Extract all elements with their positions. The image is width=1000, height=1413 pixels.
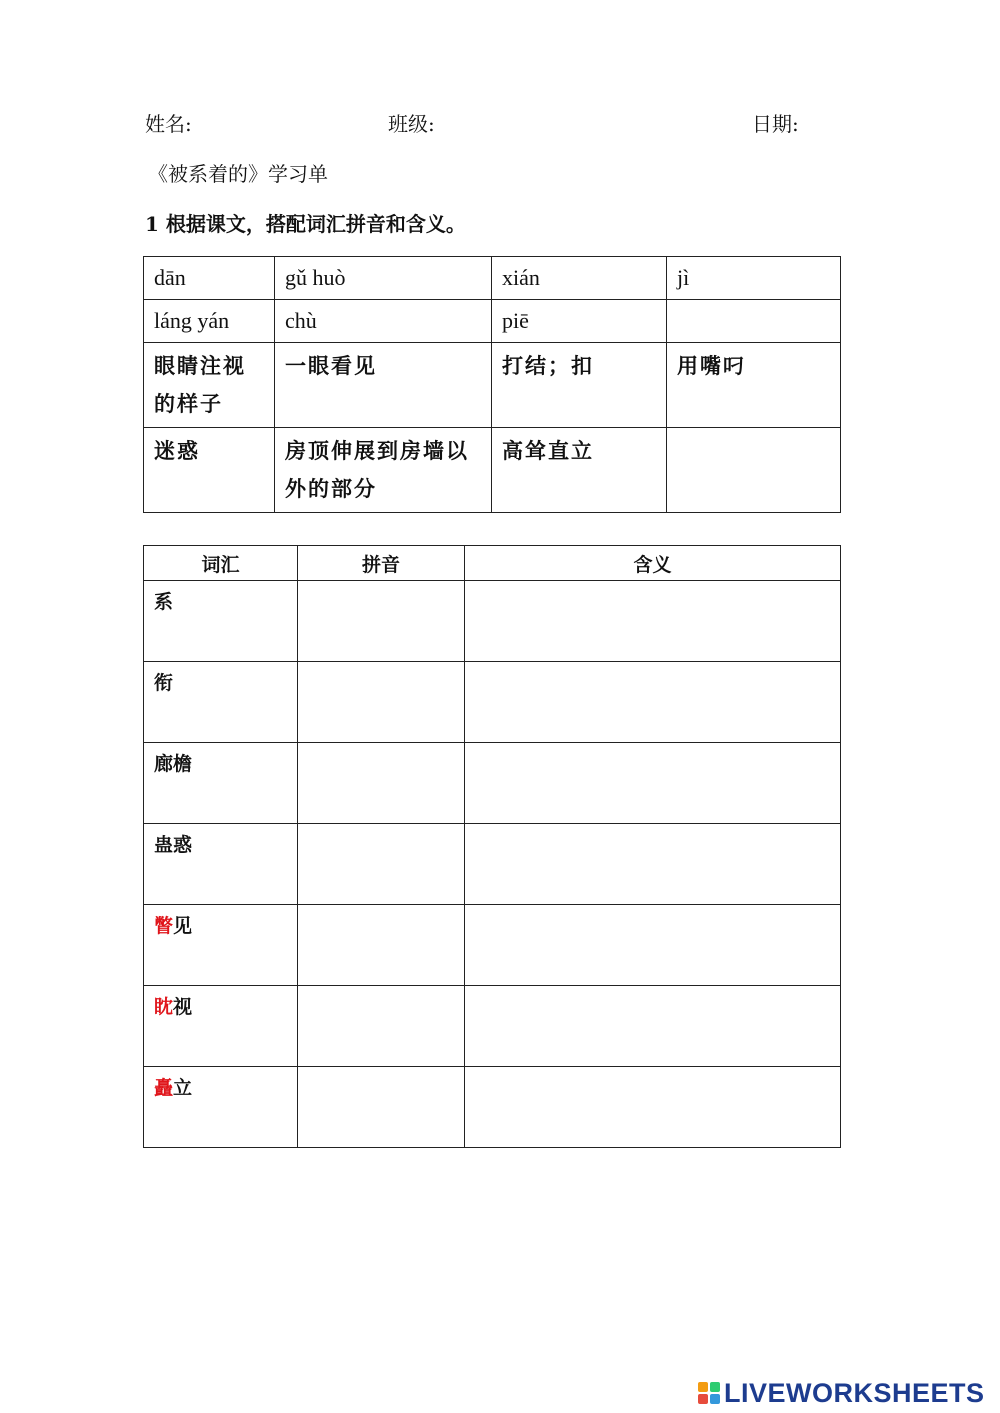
meaning-cell[interactable]: 打结；扣 — [492, 343, 667, 428]
table-row — [144, 824, 841, 905]
meaning-cell[interactable]: 房顶伸展到房墙以外的部分 — [275, 428, 492, 513]
pinyin-cell[interactable]: dān — [144, 257, 275, 300]
meaning-answer-cell[interactable] — [465, 743, 841, 824]
table-row — [144, 428, 841, 513]
word-text: 衔 — [154, 672, 174, 694]
word-cell — [144, 662, 298, 743]
pinyin-cell[interactable]: chù — [275, 300, 492, 343]
word-text: 见 — [173, 915, 193, 937]
table-header-row — [144, 546, 841, 581]
pinyin-answer-cell[interactable] — [298, 986, 465, 1067]
table-row — [144, 1067, 841, 1148]
word-cell — [144, 824, 298, 905]
logo-square — [710, 1382, 720, 1392]
meaning-cell[interactable]: 用嘴叼 — [667, 343, 841, 428]
logo-square — [710, 1394, 720, 1404]
table-row — [144, 662, 841, 743]
meaning-cell[interactable]: 眼睛注视的样子 — [144, 343, 275, 428]
word-text: 蛊惑 — [154, 834, 193, 856]
question-instruction: 1 根据课文，搭配词汇拼音和含义。 — [145, 212, 466, 236]
pinyin-answer-cell[interactable] — [298, 581, 465, 662]
meaning-answer-cell[interactable] — [465, 905, 841, 986]
pinyin-cell[interactable]: gǔ huò — [275, 257, 492, 300]
highlighted-char: 矗 — [154, 1077, 174, 1099]
word-text: 视 — [173, 996, 193, 1018]
column-header-meaning: 含义 — [465, 546, 841, 581]
table-row — [144, 743, 841, 824]
table-row — [144, 257, 841, 300]
logo-square — [698, 1382, 708, 1392]
meaning-answer-cell[interactable] — [465, 1067, 841, 1148]
word-cell — [144, 1067, 298, 1148]
logo-mark-icon — [698, 1382, 720, 1404]
class-label: 班级: — [388, 112, 435, 136]
empty-cell — [667, 300, 841, 343]
pinyin-cell[interactable]: piē — [492, 300, 667, 343]
highlighted-char: 眈 — [154, 996, 174, 1018]
meaning-cell[interactable]: 迷惑 — [144, 428, 275, 513]
word-cell — [144, 581, 298, 662]
name-label: 姓名: — [145, 112, 192, 136]
meaning-answer-cell[interactable] — [465, 986, 841, 1067]
table-row — [144, 581, 841, 662]
vocabulary-table — [143, 545, 841, 1148]
meaning-cell[interactable]: 高耸直立 — [492, 428, 667, 513]
table-row — [144, 343, 841, 428]
logo-text: LIVEWORKSHEETS — [724, 1377, 985, 1408]
pinyin-answer-cell[interactable] — [298, 662, 465, 743]
matching-table — [143, 256, 841, 513]
pinyin-answer-cell[interactable] — [298, 743, 465, 824]
pinyin-cell[interactable]: jì — [667, 257, 841, 300]
empty-cell — [667, 428, 841, 513]
meaning-cell[interactable]: 一眼看见 — [275, 343, 492, 428]
meaning-answer-cell[interactable] — [465, 662, 841, 743]
word-cell — [144, 743, 298, 824]
word-text: 立 — [173, 1077, 193, 1099]
word-text: 系 — [154, 591, 174, 613]
pinyin-cell[interactable]: láng yán — [144, 300, 275, 343]
table-row — [144, 300, 841, 343]
table-row — [144, 905, 841, 986]
pinyin-answer-cell[interactable] — [298, 1067, 465, 1148]
pinyin-answer-cell[interactable] — [298, 824, 465, 905]
worksheet-title: 《被系着的》学习单 — [148, 162, 328, 186]
highlighted-char: 瞥 — [154, 915, 174, 937]
pinyin-answer-cell[interactable] — [298, 905, 465, 986]
column-header-word: 词汇 — [144, 546, 298, 581]
column-header-pinyin: 拼音 — [298, 546, 465, 581]
word-cell — [144, 905, 298, 986]
word-text: 廊檐 — [154, 753, 193, 775]
liveworksheets-logo — [698, 1378, 985, 1408]
meaning-answer-cell[interactable] — [465, 824, 841, 905]
pinyin-cell[interactable]: xián — [492, 257, 667, 300]
meaning-answer-cell[interactable] — [465, 581, 841, 662]
word-cell — [144, 986, 298, 1067]
logo-square — [698, 1394, 708, 1404]
table-row — [144, 986, 841, 1067]
date-label: 日期: — [752, 112, 799, 136]
